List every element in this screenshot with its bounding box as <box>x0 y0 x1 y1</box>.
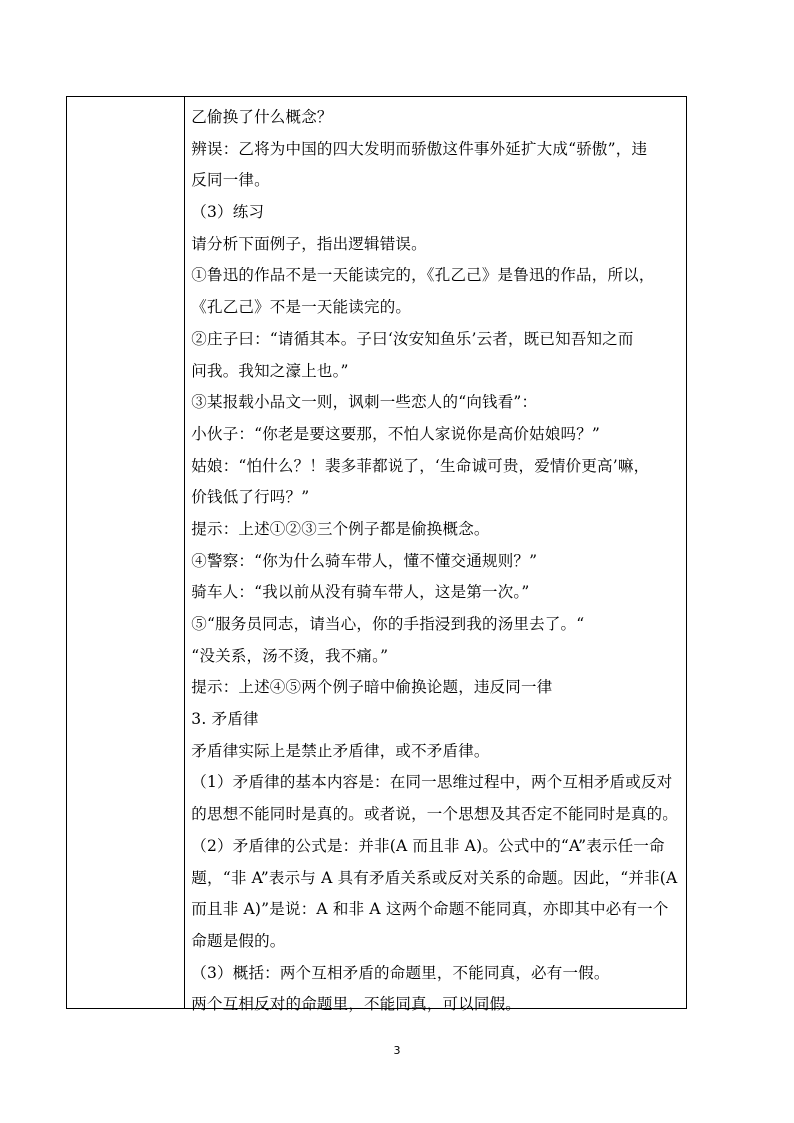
content-table <box>66 96 687 1014</box>
text-line: （3）概括：两个互相矛盾的命题里，不能同真，必有一假。 <box>191 963 610 982</box>
text-line: ④警察：“你为什么骑车带人，懂不懂交通规则？” <box>191 551 538 570</box>
text-line: 题，“非 A”表示与 A 具有矛盾关系或反对关系的命题。因此，“并非(A <box>191 868 678 887</box>
table-left-column <box>67 97 185 1008</box>
text-line: 而且非 A)”是说：A 和非 A 这两个命题不能同真，亦即其中必有一个 <box>191 900 669 919</box>
text-line: （2）矛盾律的公式是：并非(A 而且非 A)。公式中的“A”表示任一命 <box>191 836 665 855</box>
page-number: 3 <box>393 1044 401 1057</box>
text-line: 辨误：乙将为中国的四大发明而骄傲这件事外延扩大成“骄傲”，违 <box>191 139 648 158</box>
text-line: ③某报载小品文一则，讽刺一些恋人的“向钱看”： <box>191 393 538 412</box>
text-line: 提示：上述④⑤两个例子暗中偷换论题，违反同一律 <box>191 678 553 697</box>
text-line: 3. 矛盾律 <box>191 710 259 729</box>
text-line: 矛盾律实际上是禁止矛盾律，或不矛盾律。 <box>191 741 490 760</box>
text-line: “没关系，汤不烫，我不痛。” <box>191 646 389 665</box>
text-line: ①鲁迅的作品不是一天能读完的，《孔乙己》是鲁迅的作品，所以， <box>191 266 655 285</box>
text-line: 两个互相反对的命题里，不能同真，可以同假。 <box>191 995 521 1014</box>
text-line: ②庄子曰：“请循其本。子曰‘汝安知鱼乐’云者，既已知吾知之而 <box>191 329 634 348</box>
text-line: 姑娘：“怕什么？！裴多菲都说了，‘生命诚可贵，爱情价更高’嘛， <box>191 456 650 475</box>
text-line: 请分析下面例子，指出逻辑错误。 <box>191 234 427 253</box>
text-line: （3）练习 <box>191 203 265 222</box>
text-line: 命题是假的。 <box>191 931 286 950</box>
text-line: ⑤“服务员同志，请当心，你的手指浸到我的汤里去了。“ <box>191 615 585 633</box>
text-line: 问我。我知之濠上也。” <box>191 361 349 380</box>
table-right-column <box>185 97 686 1014</box>
text-line: 乙偷换了什么概念？ <box>191 108 333 126</box>
text-line: 的思想不能同时是真的。或者说，一个思想及其否定不能同时是真的。 <box>191 805 678 824</box>
text-line: 小伙子：“你老是要这要那，不怕人家说你是高价姑娘吗？” <box>191 424 601 443</box>
text-line: 反同一律。 <box>191 171 270 190</box>
text-line: （1）矛盾律的基本内容是：在同一思维过程中，两个互相矛盾或反对 <box>191 773 673 792</box>
text-line: 《孔乙己》不是一天能读完的。 <box>191 298 412 317</box>
text-line: 骑车人：“我以前从没有骑车带人，这是第一次。” <box>191 583 530 602</box>
text-line: 提示：上述①②③三个例子都是偷换概念。 <box>191 519 490 538</box>
text-line: 价钱低了行吗？” <box>191 488 310 507</box>
